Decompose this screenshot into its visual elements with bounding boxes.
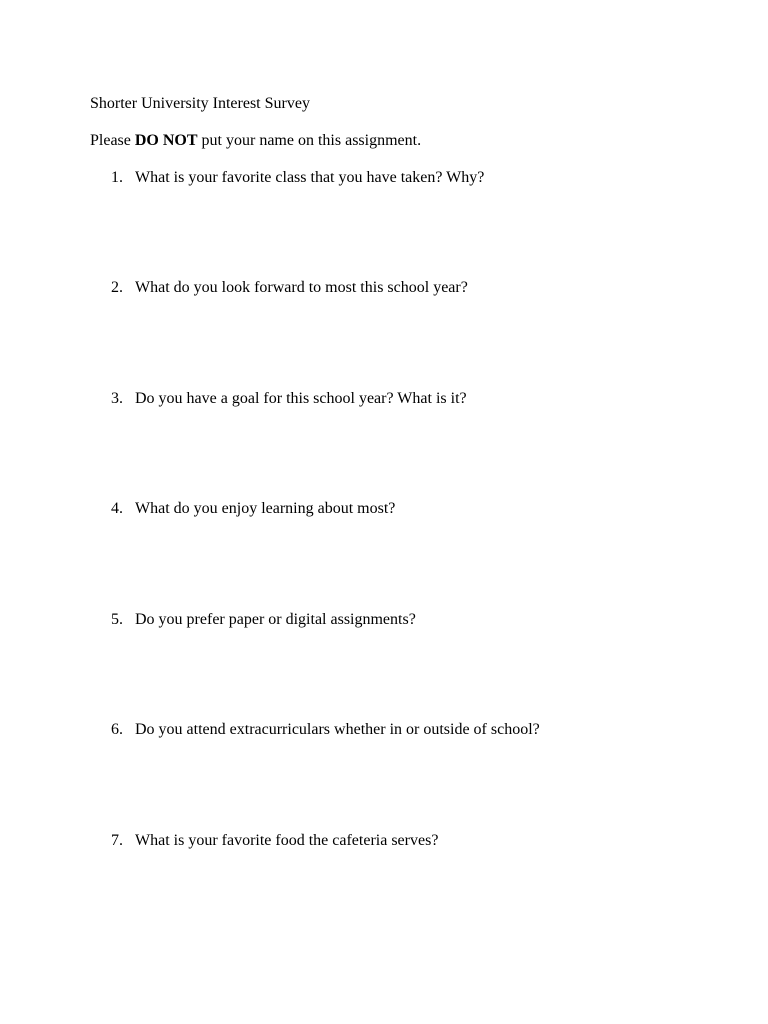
question-text: What is your favorite class that you have taken? Why? — [135, 169, 485, 186]
question-number: 4. — [111, 500, 123, 517]
question-text: What is your favorite food the cafeteria serves? — [135, 832, 439, 849]
question-item — [111, 720, 540, 740]
question-item — [111, 610, 416, 630]
question-number: 5. — [111, 611, 123, 628]
question-number: 3. — [111, 390, 123, 407]
instruction-emphasis: DO NOT — [134, 132, 198, 149]
question-number: 2. — [111, 279, 123, 296]
document-title: Shorter University Interest Survey — [90, 95, 310, 112]
question-text: Do you have a goal for this school year? What is it? — [135, 390, 467, 407]
question-number: 6. — [111, 721, 123, 738]
instruction-prefix: Please — [90, 132, 135, 149]
question-number: 7. — [111, 832, 123, 849]
question-item — [111, 278, 468, 298]
question-item — [111, 831, 438, 851]
question-item — [111, 168, 484, 188]
question-item — [111, 389, 467, 409]
question-text: What do you enjoy learning about most? — [135, 500, 396, 517]
question-item — [111, 499, 395, 519]
question-text: Do you prefer paper or digital assignments? — [135, 611, 416, 628]
question-text: What do you look forward to most this school year? — [135, 279, 468, 296]
question-number: 1. — [111, 169, 123, 186]
question-text: Do you attend extracurriculars whether in or outside of school? — [135, 721, 540, 738]
instruction-suffix: put your name on this assignment. — [197, 132, 422, 149]
instruction-line — [90, 131, 421, 151]
